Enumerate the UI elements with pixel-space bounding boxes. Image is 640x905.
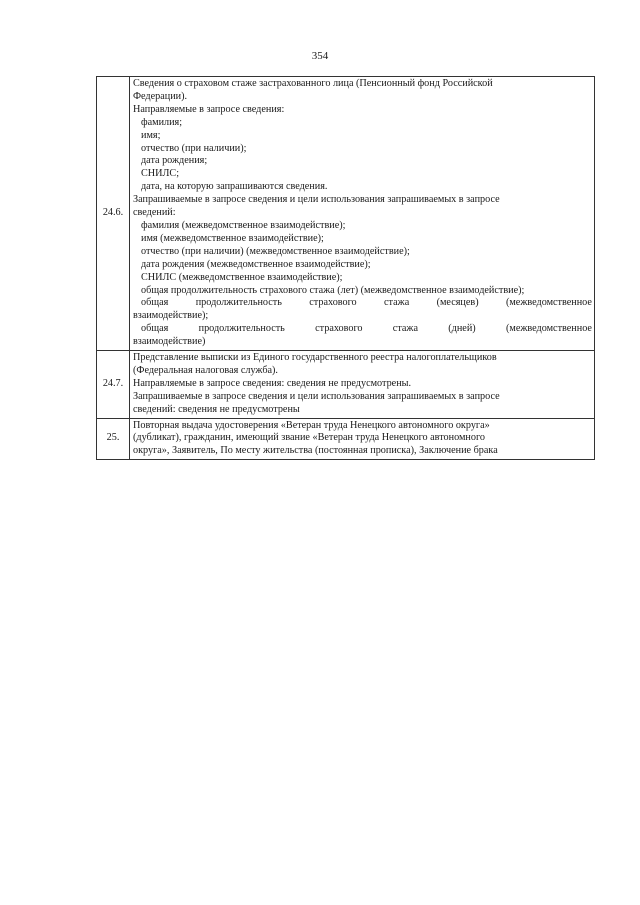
table-row [97, 77, 595, 351]
word: страхового [315, 323, 363, 335]
text-line: сведений: [133, 207, 176, 219]
text-line: дата, на которую запрашиваются сведения. [141, 181, 328, 193]
text-line: (дубликат), гражданин, имеющий звание «Ветеран труда Ненецкого автономного [133, 432, 485, 444]
word: продолжительность [198, 323, 285, 335]
word: стажа [392, 323, 418, 335]
text-line: дата рождения (межведомственное взаимодействие); [141, 258, 371, 270]
text-line: фамилия (межведомственное взаимодействие); [141, 219, 346, 231]
word: (месяцев) [436, 297, 479, 309]
text-line: СНИЛС; [141, 168, 180, 180]
row-content [130, 351, 595, 419]
justified-line [133, 323, 592, 336]
justified-line [133, 297, 592, 310]
document-table [96, 76, 595, 460]
text-line: Повторная выдача удостоверения «Ветеран труда Ненецкого автономного округа» [133, 419, 490, 431]
page-number: 354 [311, 50, 329, 62]
word: продолжительность [195, 297, 282, 309]
row-number: 24.7. [97, 351, 130, 419]
row-content [130, 418, 595, 460]
word: (межведомственное [505, 297, 592, 309]
text-line: (Федеральная налоговая служба). [133, 364, 278, 376]
row-number: 25. [97, 418, 130, 460]
text-line: отчество (при наличии); [141, 142, 247, 154]
word: страхового [309, 297, 357, 309]
text-line: Федерации). [133, 90, 188, 102]
text-line: Запрашиваемые в запросе сведения и цели использования запрашиваемых в запросе [133, 390, 500, 402]
text-line: взаимодействие) [133, 336, 206, 348]
table-row [97, 351, 595, 419]
row-content [130, 77, 595, 351]
text-line: отчество (при наличии) (межведомственное взаимодействие); [141, 245, 410, 257]
text-line: Представление выписки из Единого государственного реестра налогоплательщиков [133, 352, 497, 364]
text-line: взаимодействие); [133, 310, 209, 322]
word: общая [141, 297, 169, 309]
table-row [97, 418, 595, 460]
text-line: сведений: сведения не предусмотрены [133, 403, 300, 415]
text-line: СНИЛС (межведомственное взаимодействие); [141, 271, 343, 283]
text-line: фамилия; [141, 116, 183, 128]
word: (дней) [448, 323, 476, 335]
text-line: округа», Заявитель, По месту жительства (постоянная прописка), Заключение брака [133, 445, 498, 457]
word: (межведомственное [505, 323, 592, 335]
text-line: имя; [141, 129, 161, 141]
text-line: Сведения о страховом стаже застрахованного лица (Пенсионный фонд Российской [133, 78, 493, 89]
text-line: Направляемые в запросе сведения: сведения не предусмотрены. [133, 377, 412, 389]
text-line: дата рождения; [141, 155, 208, 167]
text-line: имя (межведомственное взаимодействие); [141, 232, 324, 244]
word: стажа [384, 297, 410, 309]
text-line: общая продолжительность страхового стажа (лет) (межведомственное взаимодействие); [141, 284, 525, 296]
row-number: 24.6. [97, 77, 130, 351]
word: общая [141, 323, 169, 335]
text-line: Направляемые в запросе сведения: [133, 103, 285, 115]
text-line: Запрашиваемые в запросе сведения и цели использования запрашиваемых в запросе [133, 194, 500, 206]
